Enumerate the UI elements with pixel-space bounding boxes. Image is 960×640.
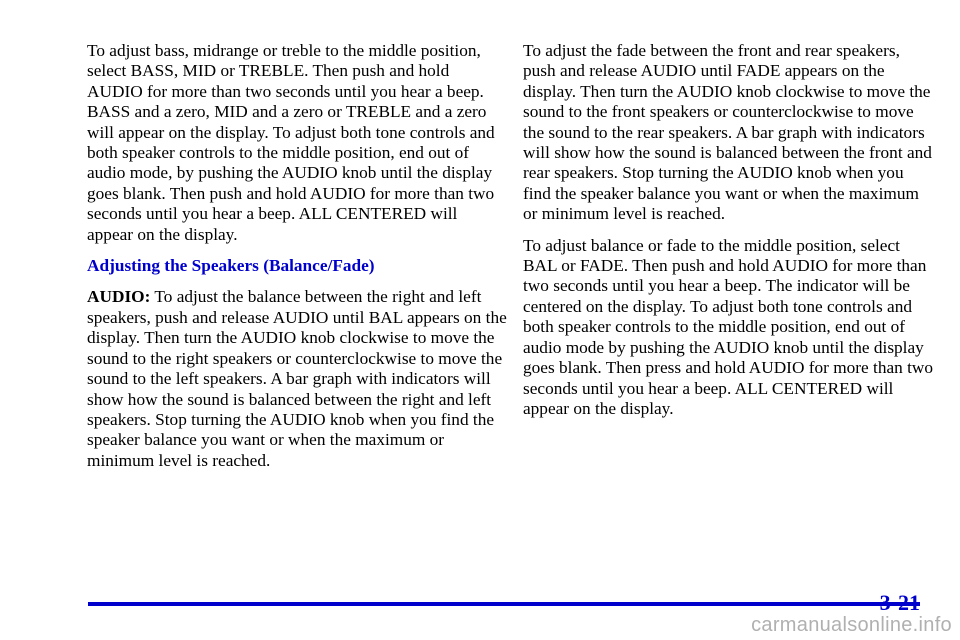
balance-fade-center-paragraph: To adjust balance or fade to the middle position, select BAL or FADE. Then push and hold AUDIO for more than two seconds until you hear a beep. The indicator will be centered on the display. To adjust both tone controls and both speaker controls to the middle position, end out of audio mode by pushing the AUDIO knob until the display goes blank. Then press and hold AUDIO for more than two seconds until you hear a beep. ALL CENTERED will appear on the display. <box>523 235 934 418</box>
right-column <box>523 41 935 430</box>
watermark: carmanualsonline.info <box>751 614 952 636</box>
balance-paragraph <box>87 287 507 471</box>
footer-rule <box>88 602 920 606</box>
fade-paragraph: To adjust the fade between the front and rear speakers, push and release AUDIO until FADE appears on the display. Then turn the AUDIO knob clockwise to move the sound to the front speakers or counterclockwise to move the sound to the rear speakers. A bar graph with indicators will show how the sound is balanced between the front and rear speakers. Stop turning the AUDIO knob when you find the speaker balance you want or when the maximum or minimum level is reached. <box>523 41 932 224</box>
audio-term: AUDIO: <box>87 287 151 307</box>
section-heading: Adjusting the Speakers (Balance/Fade) <box>87 256 375 276</box>
balance-paragraph-body: To adjust the balance between the right and left speakers, push and release AUDIO until BAL appears on the display. Then turn the AUDIO knob clockwise to move the sound to the right speakers or counterclockwise to move the sound to the left speakers. A bar graph with indicators will show how the sound is balanced between the right and left speakers. Stop turning the AUDIO knob when you find the speaker balance you want or when the maximum or minimum level is reached. <box>87 287 507 470</box>
tone-center-paragraph: To adjust bass, midrange or treble to the middle position, select BASS, MID or TREBLE. Then push and hold AUDIO for more than two seconds until you hear a beep. BASS and a zero, MID and a zero or TREBLE and a zero will appear on the display. To adjust both tone controls and both speaker controls to the middle position, end out of audio mode, by pushing the AUDIO knob until the display goes blank. Then push and hold AUDIO for more than two seconds until you hear a beep. ALL CENTERED will appear on the display. <box>87 41 495 244</box>
left-column <box>87 41 507 482</box>
